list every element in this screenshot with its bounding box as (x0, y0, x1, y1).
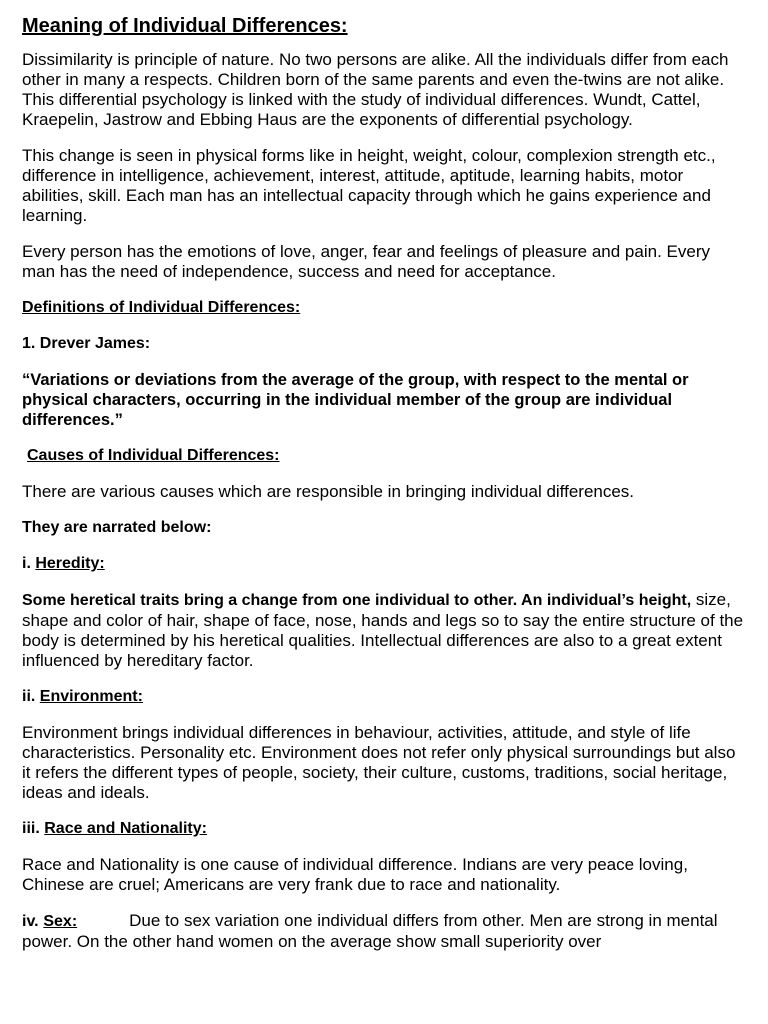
causes-heading: Causes of Individual Differences: (27, 447, 280, 464)
sex-label: Sex: (43, 913, 78, 930)
sex-text: Due to sex variation one individual differs from other. Men are strong in mental power. On the other hand women on the average show small superiority over (22, 911, 718, 951)
drever-quote: “Variations or deviations from the average of the group, with respect to the mental or physical characters, occurring in the individual member of the group are individual differences.” (22, 371, 689, 429)
heredity-heading (22, 554, 746, 574)
heredity-label: Heredity: (35, 555, 105, 572)
heredity-number: i. (22, 555, 31, 572)
paragraph-emotions: Every person has the emotions of love, anger, fear and feelings of pleasure and pain. Every man has the need of independence, success and need for acceptance. (22, 242, 710, 281)
heredity-paragraph (22, 590, 746, 671)
paragraph-physical-change: This change is seen in physical forms like in height, weight, colour, complexion strength etc., difference in intelligence, achievement, interest, attitude, aptitude, learning habits, motor abilities, skill. Each man has an intellectual capacity through which he gains experience and learning. (22, 146, 716, 225)
causes-intro: There are various causes which are responsible in bringing individual differences. (22, 482, 635, 501)
environment-label: Environment: (39, 688, 143, 705)
sex-number: iv. (22, 913, 39, 930)
paragraph-dissimilarity: Dissimilarity is principle of nature. No two persons are alike. All the individuals differ from each other in many a respects. Children born of the same parents and even the-twins are not alike. This differential psychology is linked with the study of individual differences. Wundt, Cattel, Kraepelin, Jastrow and Ebbing Haus are the exponents of differential psychology. (22, 50, 729, 129)
environment-heading (22, 687, 746, 707)
race-label: Race and Nationality: (44, 820, 207, 837)
race-number: iii. (22, 820, 40, 837)
page-title: Meaning of Individual Differences: (22, 15, 348, 37)
heredity-bold-text: Some heretical traits bring a change from one individual to other. An individual’s height, (22, 592, 692, 609)
narrated-heading: They are narrated below: (22, 519, 212, 536)
race-heading (22, 819, 746, 839)
definitions-heading: Definitions of Individual Differences: (22, 299, 301, 316)
heredity-text: size, shape and color of hair, shape of face, nose, hands and legs so to say the entire structure of the body is determined by his heretical qualities. Intellectual differences are also to a great extent influenced by hereditary factor. (22, 590, 744, 670)
race-text: Race and Nationality is one cause of individual difference. Indians are very peace loving, Chinese are cruel; Americans are very frank due to race and nationality. (22, 855, 688, 894)
drever-heading: 1. Drever James: (22, 335, 151, 352)
environment-number: ii. (22, 688, 36, 705)
sex-paragraph (22, 911, 746, 952)
environment-text: Environment brings individual differences in behaviour, activities, attitude, and style of life characteristics. Personality etc. Environment does not refer only physical surroundings but also it refers the different types of people, society, their culture, customs, traditions, social heritage, ideas and ideals. (22, 723, 736, 802)
